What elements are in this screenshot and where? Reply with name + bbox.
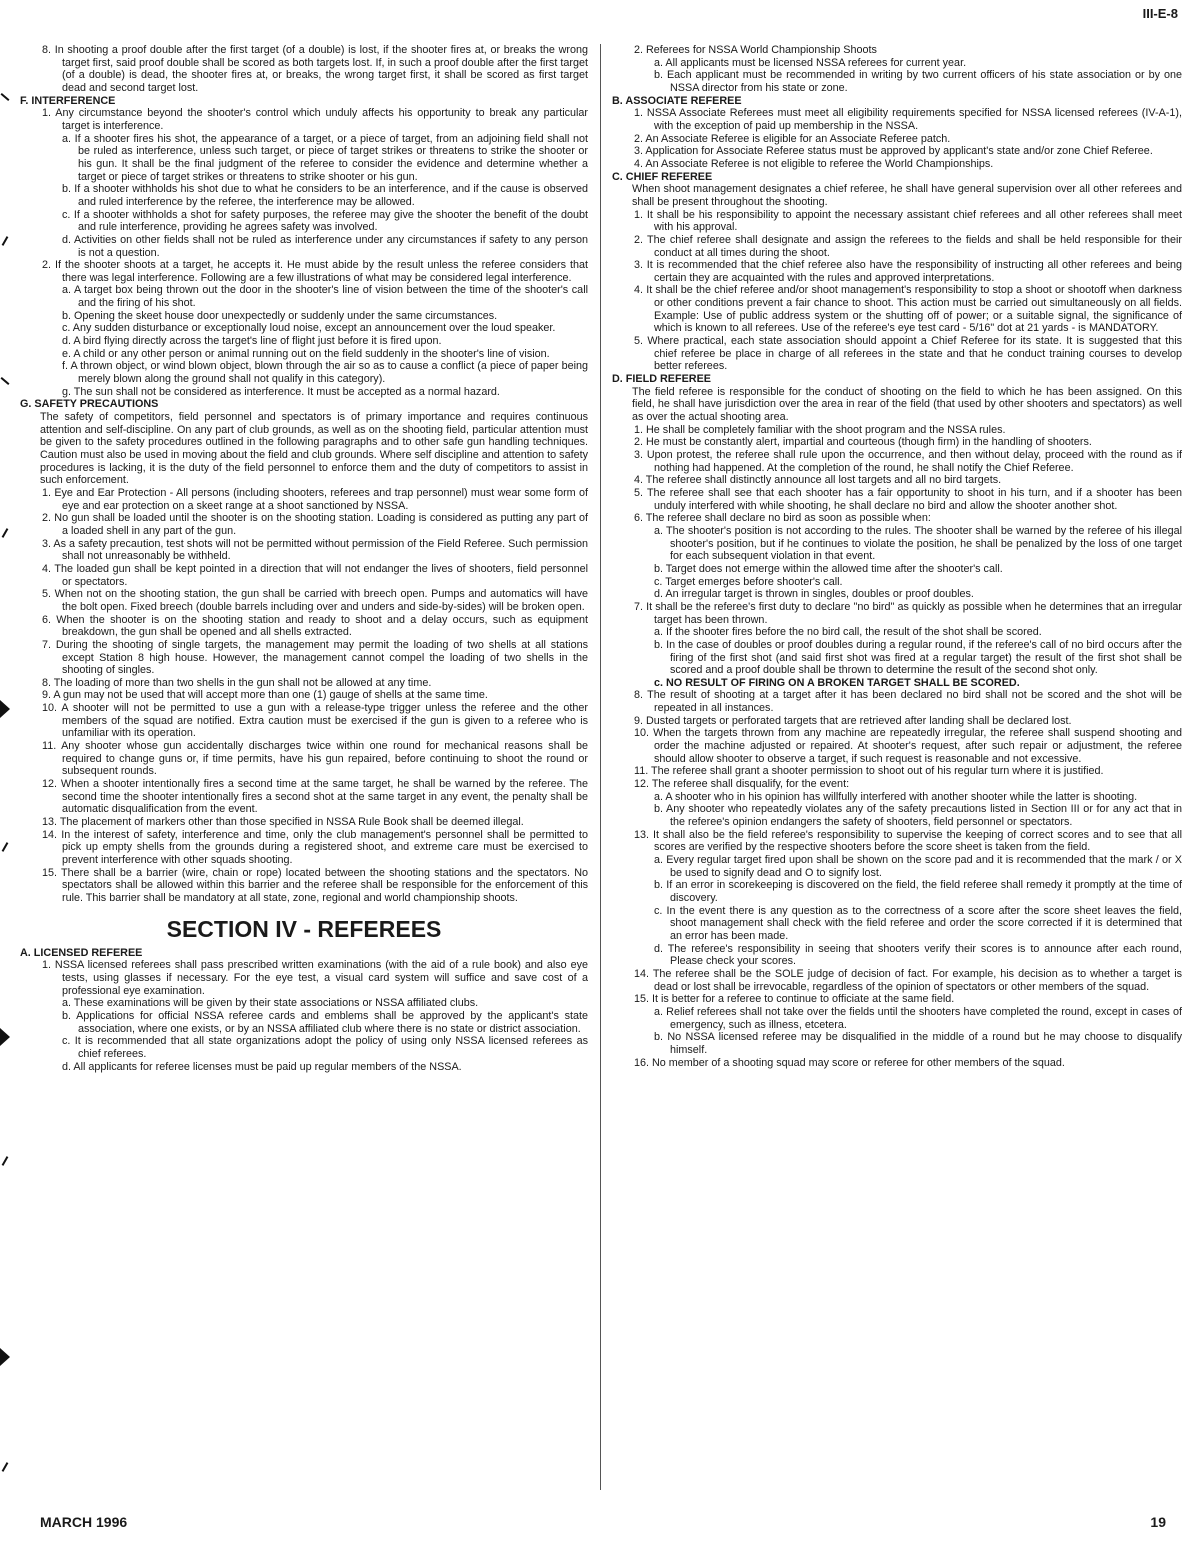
rule-item: 1. Eye and Ear Protection - All persons (including shooters, referees and trap personnel) must wear some form of eye and ear protection on a skeet range at a shoot sanctioned by NSSA. <box>42 486 588 512</box>
rule-item: 12. The referee shall disqualify, for the event: <box>634 778 850 791</box>
rule-item: 4. The loaded gun shall be kept pointed in a direction that will not endanger the lives of shooters, field personnel or spectators. <box>42 562 588 588</box>
rule-item: 3. It is recommended that the chief referee also have the responsibility of instructing all other referees and being certain they are acquainted with the rules and approved interpretations. <box>634 259 1182 284</box>
sub-rule: a. These examinations will be given by their state associations or NSSA affiliated clubs. <box>62 997 479 1010</box>
margin-mark <box>2 1462 9 1472</box>
sub-rule: b. No NSSA licensed referee may be disqualified in the middle of a round but he may choose to disqualify himself. <box>654 1031 1182 1056</box>
rule-item: 1. Any circumstance beyond the shooter's control which unduly affects his opportunity to break any particular target is interference. <box>42 107 588 132</box>
section-heading: C. CHIEF REFEREE <box>612 170 713 183</box>
rule-item: 5. The referee shall see that each shooter has a fair opportunity to shoot in his turn, and if a shooter has been unduly interfered with while shooting, he shall declare no bird and allow the shooter another shot. <box>634 486 1182 512</box>
rule-item: 8. The result of shooting at a target after it has been declared no bird shall not be scored and the shot will be repeated in all instances. <box>634 689 1182 715</box>
rule-item: 11. The referee shall grant a shooter permission to shoot out of his regular turn where it is justified. <box>634 765 1104 778</box>
rule-item: 7. During the shooting of single targets, the management may permit the loading of two shells at all stations except Station 8 high house. However, the management cannot compel the loading of two shells in the shooting of singles. <box>42 638 588 677</box>
sub-rule: b. If a shooter withholds his shot due to what he considers to be an interference, and if the cause is observed and ruled interference by the referee, the interference may be allowed. <box>62 183 588 208</box>
rule-item: 6. When the shooter is on the shooting station and ready to shoot and a delay occurs, such as equipment breakdown, the gun shall be opened and all shells extracted. <box>42 613 588 639</box>
sub-rule: c. NO RESULT OF FIRING ON A BROKEN TARGET SHALL BE SCORED. <box>654 676 1020 689</box>
margin-mark <box>1 377 10 385</box>
paragraph: The safety of competitors, field personnel and spectators is of primary importance and requires continuous attention and self-discipline. On any part of club grounds, as well as on the shooting field, particular attention must be given to the safety procedures outlined in the following paragraphs and to other safe gun handling techniques. Caution must also be used in moving about the field and club grounds. Where self discipline and attention to safety procedures is lacking, it is the duty of the field personnel to enforce them and the duty of competitors to assist in such enforcement. <box>40 411 588 487</box>
sub-rule: b. Each applicant must be recommended in writing by two current officers of his state association or by one NSSA director from his state or zone. <box>654 69 1182 94</box>
margin-mark <box>2 528 9 538</box>
rule-item: 9. A gun may not be used that will accept more than one (1) gauge of shells at the same time. <box>42 689 488 702</box>
rule-item: 10. When the targets thrown from any machine are repeatedly irregular, the referee shall suspend shooting and order the machine adjusted or repaired. At shooter's request, after such repair or adjustment, the referee should allow shooter to observe a target, if such request is reasonable and not excessive. <box>634 727 1182 765</box>
rule-item: 2. Referees for NSSA World Championship Shoots <box>634 44 877 56</box>
column-divider <box>600 44 601 1490</box>
rule-item: 1. He shall be completely familiar with the shoot program and the NSSA rules. <box>634 423 1006 436</box>
rule-item: 8. The loading of more than two shells in the gun shall not be allowed at any time. <box>42 676 432 689</box>
sub-rule: f. A thrown object, or wind blown object, blown through the air so as to cause a conflict (a piece of paper being merely blown along the ground shall not qualify in this category). <box>62 360 588 386</box>
sub-rule: a. If a shooter fires his shot, the appearance of a target, or a piece of target, from an adjoining field shall not be ruled as interference, unless such target, or piece of target strikes or threatens to strike the shooter or his gun. It shall be the final judgment of the referee to consider the evidence and determine whether a target or piece of target strikes or threatens to strike shooter or his gun. <box>62 132 588 183</box>
rule-item: 9. Dusted targets or perforated targets that are retrieved after landing shall be declared lost. <box>634 714 1072 727</box>
sub-rule: c. In the event there is any question as to the correctness of a score after the score sheet leaves the field, shoot management shall check with the field referee and order the score corrected if it is determined that an error has been made. <box>654 904 1182 942</box>
paragraph: The field referee is responsible for the conduct of shooting on the field to which he has been assigned. On this field, he shall have jurisdiction over the area in rear of the field (that used by other shooters and spectators) as well as over the actual shooting area. <box>632 385 1182 424</box>
margin-mark <box>2 1156 9 1166</box>
section-heading: A. LICENSED REFEREE <box>20 946 143 959</box>
rule-item: 10. A shooter will not be permitted to use a gun with a release-type trigger unless the referee and the other members of the squad are notified. Extra caution must be exercised if the gun is given to a referee who is unfamiliar with its operation. <box>42 702 588 740</box>
rule-item: 1. It shall be his responsibility to appoint the necessary assistant chief referees and all other referees shall meet with his approval. <box>634 208 1182 234</box>
margin-mark <box>2 842 9 852</box>
rule-item: 13. The placement of markers other than those specified in NSSA Rule Book shall be deemed illegal. <box>42 816 524 829</box>
sub-rule: a. Relief referees shall not take over the fields until the shooters have completed the round, except in cases of emergency, such as illness, etcetera. <box>654 1005 1182 1031</box>
sub-rule: b. In the case of doubles or proof doubles during a regular round, if the referee's call of no bird occurs after the firing of the first shot (and said first shot was fired at a regular target) the result of the first shot shall be scored and a proof double shall be thrown to determine the result of the second shot only. <box>654 638 1182 677</box>
footer-date: MARCH 1996 <box>40 1514 128 1530</box>
rule-item: 11. Any shooter whose gun accidentally discharges twice within one round for mechanical reasons shall be required to change guns or, if time permits, have his gun repaired, before continuing to shoot the round or subsequent rounds. <box>42 740 588 778</box>
rule-item: 4. The referee shall distinctly announce all lost targets and all no bird targets. <box>634 474 1002 487</box>
rule-item: 3. Upon protest, the referee shall rule upon the occurrence, and then without delay, proceed with the round as if nothing had happened. At the completion of the round, he shall notify the Chief Referee. <box>634 449 1182 474</box>
sub-rule: b. Any shooter who repeatedly violates any of the safety precautions listed in Section III or for any act that in the referee's opinion endangers the safety of shooters, field personnel or spectators. <box>654 803 1182 829</box>
sub-rule: d. Activities on other fields shall not be ruled as interference under any circumstances if safety to any person is not a question. <box>62 233 588 259</box>
rule-item: 3. Application for Associate Referee status must be approved by applicant's state and/or zone Chief Referee. <box>634 145 1153 158</box>
sub-rule: b. Applications for official NSSA referee cards and emblems shall be approved by the applicant's state association, where one exists, or by an NSSA affiliated club where there is no state or district association. <box>62 1009 588 1035</box>
sub-rule: d. An irregular target is thrown in singles, doubles or proof doubles. <box>654 588 974 601</box>
sub-rule: a. A shooter who in his opinion has willfully interfered with another shooter while the latter is shooting. <box>654 790 1138 803</box>
sub-rule: c. It is recommended that all state organizations adopt the policy of using only NSSA licensed referees as chief referees. <box>62 1035 588 1060</box>
sub-rule: c. Target emerges before shooter's call. <box>654 575 843 588</box>
paragraph: When shoot management designates a chief referee, he shall have general supervision over all other referees and shall be present throughout the shooting. <box>632 183 1182 208</box>
rule-item: 4. An Associate Referee is not eligible to referee the World Championships. <box>634 157 994 170</box>
rule-item: 5. When not on the shooting station, the gun shall be carried with breech open. Pumps and automatics will have the bolt open. Fixed breech (double barrels including over and unders and side-by-sides) will be broken open. <box>42 588 588 613</box>
rule-item: 15. There shall be a barrier (wire, chain or rope) located between the shooting stations and the spectators. No spectators shall be allowed within this barrier and the referee shall be responsible for the enforcement of this rule. This barrier shall be mandatory at all state, zone, regional and world championship shoots. <box>42 866 588 904</box>
section-title: SECTION IV - REFEREES <box>166 915 442 942</box>
sub-rule: c. If a shooter withholds a shot for safety purposes, the referee may give the shooter the benefit of the doubt and rule interference, providing he agrees safety was involved. <box>62 208 588 234</box>
rule-item: 1. NSSA Associate Referees must meet all eligibility requirements specified for NSSA licensed referees (IV-A-1), with the exception of paid up membership in the NSSA. <box>634 107 1182 132</box>
left-column <box>20 44 588 1073</box>
rule-item: 8. In shooting a proof double after the first target (of a double) is lost, if the shooter fires at, or breaks the wrong target first, said proof double shall be scored as both targets lost. If, in such a proof double after the first target (of a double) is dead, the shooter fires at, or breaks, the wrong target first, it shall be scored as first target dead and second target lost. <box>42 44 588 94</box>
rule-item: 2. An Associate Referee is eligible for an Associate Referee patch. <box>634 132 951 145</box>
sub-rule: g. The sun shall not be considered as interference. It must be accepted as a normal hazard. <box>62 385 500 398</box>
rule-item: 14. In the interest of safety, interference and time, only the club management's personnel shall be permitted to pick up empty shells from the grounds during a registered shoot, and extreme care must be exercised to prevent interference with other squads shooting. <box>42 828 588 866</box>
sub-rule: d. A bird flying directly across the target's line of flight just before it is fired upon. <box>62 335 442 348</box>
sub-rule: a. Every regular target fired upon shall be shown on the score pad and it is recommended that the mark / or X be used to signify dead and O to signify lost. <box>654 854 1182 879</box>
section-heading: F. INTERFERENCE <box>20 94 116 107</box>
sub-rule: b. Target does not emerge within the allowed time after the shooter's call. <box>654 562 1003 575</box>
sub-rule: d. The referee's responsibility in seeing that shooters verify their scores is to announce after each round, Please check your scores. <box>654 942 1182 968</box>
sub-rule: a. If the shooter fires before the no bird call, the result of the shot shall be scored. <box>654 626 1042 639</box>
sub-rule: c. Any sudden disturbance or exceptionally loud noise, except an announcement over the loud speaker. <box>62 322 556 335</box>
rule-item: 5. Where practical, each state association should appoint a Chief Referee for its state. It is suggested that this chief referee be place in charge of all referees in the state and that he conduct training courses to develop better referees. <box>634 335 1182 373</box>
binder-hole-mark <box>0 700 10 718</box>
rule-item: 2. He must be constantly alert, impartial and courteous (though firm) in the handling of shooters. <box>634 436 1092 449</box>
footer-page-number: 19 <box>1150 1514 1166 1530</box>
margin-mark <box>1 93 10 101</box>
sub-rule: a. A target box being thrown out the door in the shooter's line of vision between the time of the shooter's call and the firing of his shot. <box>62 284 588 310</box>
section-heading: G. SAFETY PRECAUTIONS <box>20 398 159 411</box>
rule-item: 16. No member of a shooting squad may score or referee for other members of the squad. <box>634 1056 1065 1069</box>
rule-item: 4. It shall be the chief referee and/or shoot management's responsibility to stop a shoot or shootoff when darkness or other conditions prevent a fair chance to shoot. This action must be carried out simultaneously on all fields. Example: Use of public address system or the shutting off of power; or a suitable signal, the significance of which is known to all referees. Use of the referee's eye test card - 5/16" dot at 21 yards - is MANDATORY. <box>634 284 1182 335</box>
rule-item: 2. If the shooter shoots at a target, he accepts it. He must abide by the result unless the referee considers that there was legal interference. Following are a few illustrations of what may be considered legal interference. <box>42 259 588 284</box>
rule-item: 14. The referee shall be the SOLE judge of decision of fact. For example, his decision as to whether a target is dead or lost shall be irrevocable, regardless of the opinion of spectators or other members of the squad. <box>634 967 1182 993</box>
rule-item: 1. NSSA licensed referees shall pass prescribed written examinations (with the aid of a rule book) and also eye tests, using glasses if necessary. For the eye test, a visual card system will suffice and save cost of a professional eye examination. <box>42 959 588 997</box>
sub-rule: a. All applicants must be licensed NSSA referees for current year. <box>654 56 967 69</box>
right-column <box>612 44 1182 1069</box>
sub-rule: d. All applicants for referee licenses must be paid up regular members of the NSSA. <box>62 1060 462 1073</box>
section-heading: B. ASSOCIATE REFEREE <box>612 94 742 107</box>
rule-item: 2. No gun shall be loaded until the shooter is on the shooting station. Loading is considered as putting any part of a loaded shell in any part of the gun. <box>42 512 588 537</box>
rule-item: 7. It shall be the referee's first duty to declare "no bird" as quickly as possible when he determines that an irregular target has been thrown. <box>634 600 1182 626</box>
sub-rule: e. A child or any other person or animal running out on the field suddenly in the shooter's line of vision. <box>62 347 550 360</box>
rule-item: 2. The chief referee shall designate and assign the referees to the fields and shall be held responsible for their conduct at all times during the shoot. <box>634 233 1182 259</box>
sub-rule: b. If an error in scorekeeping is discovered on the field, the field referee shall remedy it promptly at the time of discovery. <box>654 879 1182 904</box>
sub-rule: b. Opening the skeet house door unexpectedly or suddenly under the same circumstances. <box>62 309 498 322</box>
rule-item: 6. The referee shall declare no bird as soon as possible when: <box>634 512 931 525</box>
page-id: III-E-8 <box>1142 6 1178 21</box>
rule-item: 13. It shall also be the field referee's responsibility to supervise the keeping of correct scores and to see that all scores are verified by the respective shooters before the score sheet is taken from the field. <box>634 828 1182 854</box>
binder-hole-mark <box>0 1348 10 1366</box>
section-heading: D. FIELD REFEREE <box>612 373 711 386</box>
rule-item: 12. When a shooter intentionally fires a second time at the same target, he shall be warned by the referee. The second time the shooter intentionally fires a second shot at the same target in any event, the penalty shall be automatic disqualification from the event. <box>42 778 588 816</box>
rule-item: 3. As a safety precaution, test shots will not be permitted without permission of the Field Referee. Such permission shall not unreasonably be withheld. <box>42 537 588 563</box>
sub-rule: a. The shooter's position is not according to the rules. The shooter shall be warned by the referee of his illegal shooter's position, but if he continues to violate the position, he shall be penalized by the loss of one target for each subsequent violation in that event. <box>654 524 1182 563</box>
margin-mark <box>2 236 9 246</box>
binder-hole-mark <box>0 1028 10 1046</box>
rule-item: 15. It is better for a referee to continue to officiate at the same field. <box>634 993 955 1006</box>
